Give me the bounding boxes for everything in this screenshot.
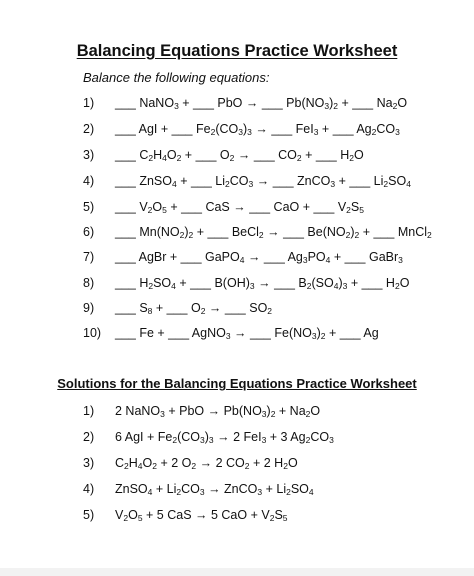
instructions: Balance the following equations:	[83, 70, 270, 85]
problem-equation: ___ NaNO$_3$ + ___ PbO → ___ $Pb(NO_3)_2$ + ___ $Na_2O$	[115, 96, 408, 111]
problem-equation: ___ $Mn(NO_2)_2$ + ___ BeCl$_2$ → ___ $Be(NO_2)_2$ + ___ MnCl$_2$	[115, 225, 432, 240]
problem-row	[83, 249, 403, 265]
problem-equation: ___ ZnSO$_4$ + ___ $Li_2CO_3$ → ___ ZnCO$_3$ + ___ $Li_2SO_4$	[115, 174, 411, 189]
solution-equation: ZnSO$_4$ + $Li_2CO_3$ → ZnCO$_3$ + $Li_2SO_4$	[115, 482, 314, 497]
solution-number: 3)	[83, 456, 95, 470]
page-title: Balancing Equations Practice Worksheet	[76, 42, 398, 60]
page-bottom-edge	[0, 568, 474, 576]
problem-row	[83, 224, 432, 240]
solution-number: 2)	[83, 430, 95, 444]
solution-row	[83, 507, 288, 523]
solution-equation: 6 AgI + $Fe_2(CO_3)_3 \to 2$ FeI$_3$ + 3 $Ag_2CO_3$	[115, 430, 334, 445]
problem-number: 9)	[83, 301, 95, 315]
problem-row	[83, 173, 411, 189]
problem-number: 5)	[83, 200, 95, 214]
problem-row	[83, 325, 379, 341]
problem-equation: ___ $V_2O_5$ + ___ CaS → ___ CaO + ___ $V_2S_5$	[115, 200, 364, 215]
problem-row	[83, 147, 364, 163]
problem-row	[83, 300, 272, 316]
solution-equation: $V_2O_5 + 5$ CaS → 5 CaO + $V_2S_5$	[115, 508, 288, 523]
problem-equation: ___ AgI + ___ $Fe_2(CO_3)_3$ → ___ FeI$_3$ + ___ $Ag_2CO_3$	[115, 122, 400, 137]
solution-row	[83, 481, 314, 497]
solution-equation: $C_2H_4O_2 + 2$ $O_2 \to 2$ $CO_2 + 2$ $H_2O$	[115, 456, 298, 471]
problem-row	[83, 199, 364, 215]
solution-equation: 2 NaNO$_3$ + PbO → $Pb(NO_3)_2 + Na_2O$	[115, 404, 321, 419]
solution-number: 5)	[83, 508, 95, 522]
problem-number: 6)	[83, 225, 95, 239]
problem-row	[83, 275, 409, 291]
problem-equation: ___ AgBr + ___ GaPO$_4$ → ___ $Ag_3PO_4$ + ___ GaBr$_3$	[115, 250, 403, 265]
problem-equation: ___ Fe + ___ AgNO$_3$ → ___ $Fe(NO_3)_2$ + ___ Ag	[115, 326, 379, 341]
problem-number: 3)	[83, 148, 95, 162]
problem-row	[83, 121, 400, 137]
solution-number: 1)	[83, 404, 95, 418]
problem-row	[83, 95, 407, 111]
solution-row	[83, 403, 320, 419]
problem-number: 7)	[83, 250, 95, 264]
problem-equation: ___ $H_2SO_4$ + ___ $B(OH)_3$ → ___ $B_2(SO_4)_3$ + ___ $H_2O$	[115, 276, 410, 291]
problem-number: 8)	[83, 276, 95, 290]
problem-equation: ___ $C_2H_4O_2$ + ___ $O_2$ → ___ $CO_2$ + ___ $H_2O$	[115, 148, 364, 163]
problem-number: 4)	[83, 174, 95, 188]
problem-number: 1)	[83, 96, 95, 110]
problem-number: 10)	[83, 326, 102, 340]
problem-number: 2)	[83, 122, 95, 136]
solution-number: 4)	[83, 482, 95, 496]
problem-equation: ___ $S_8$ + ___ $O_2$ → ___ $SO_2$	[115, 301, 273, 316]
solutions-title: Solutions for the Balancing Equations Practice Worksheet	[57, 376, 417, 391]
solution-row	[83, 455, 298, 471]
solution-row	[83, 429, 334, 445]
